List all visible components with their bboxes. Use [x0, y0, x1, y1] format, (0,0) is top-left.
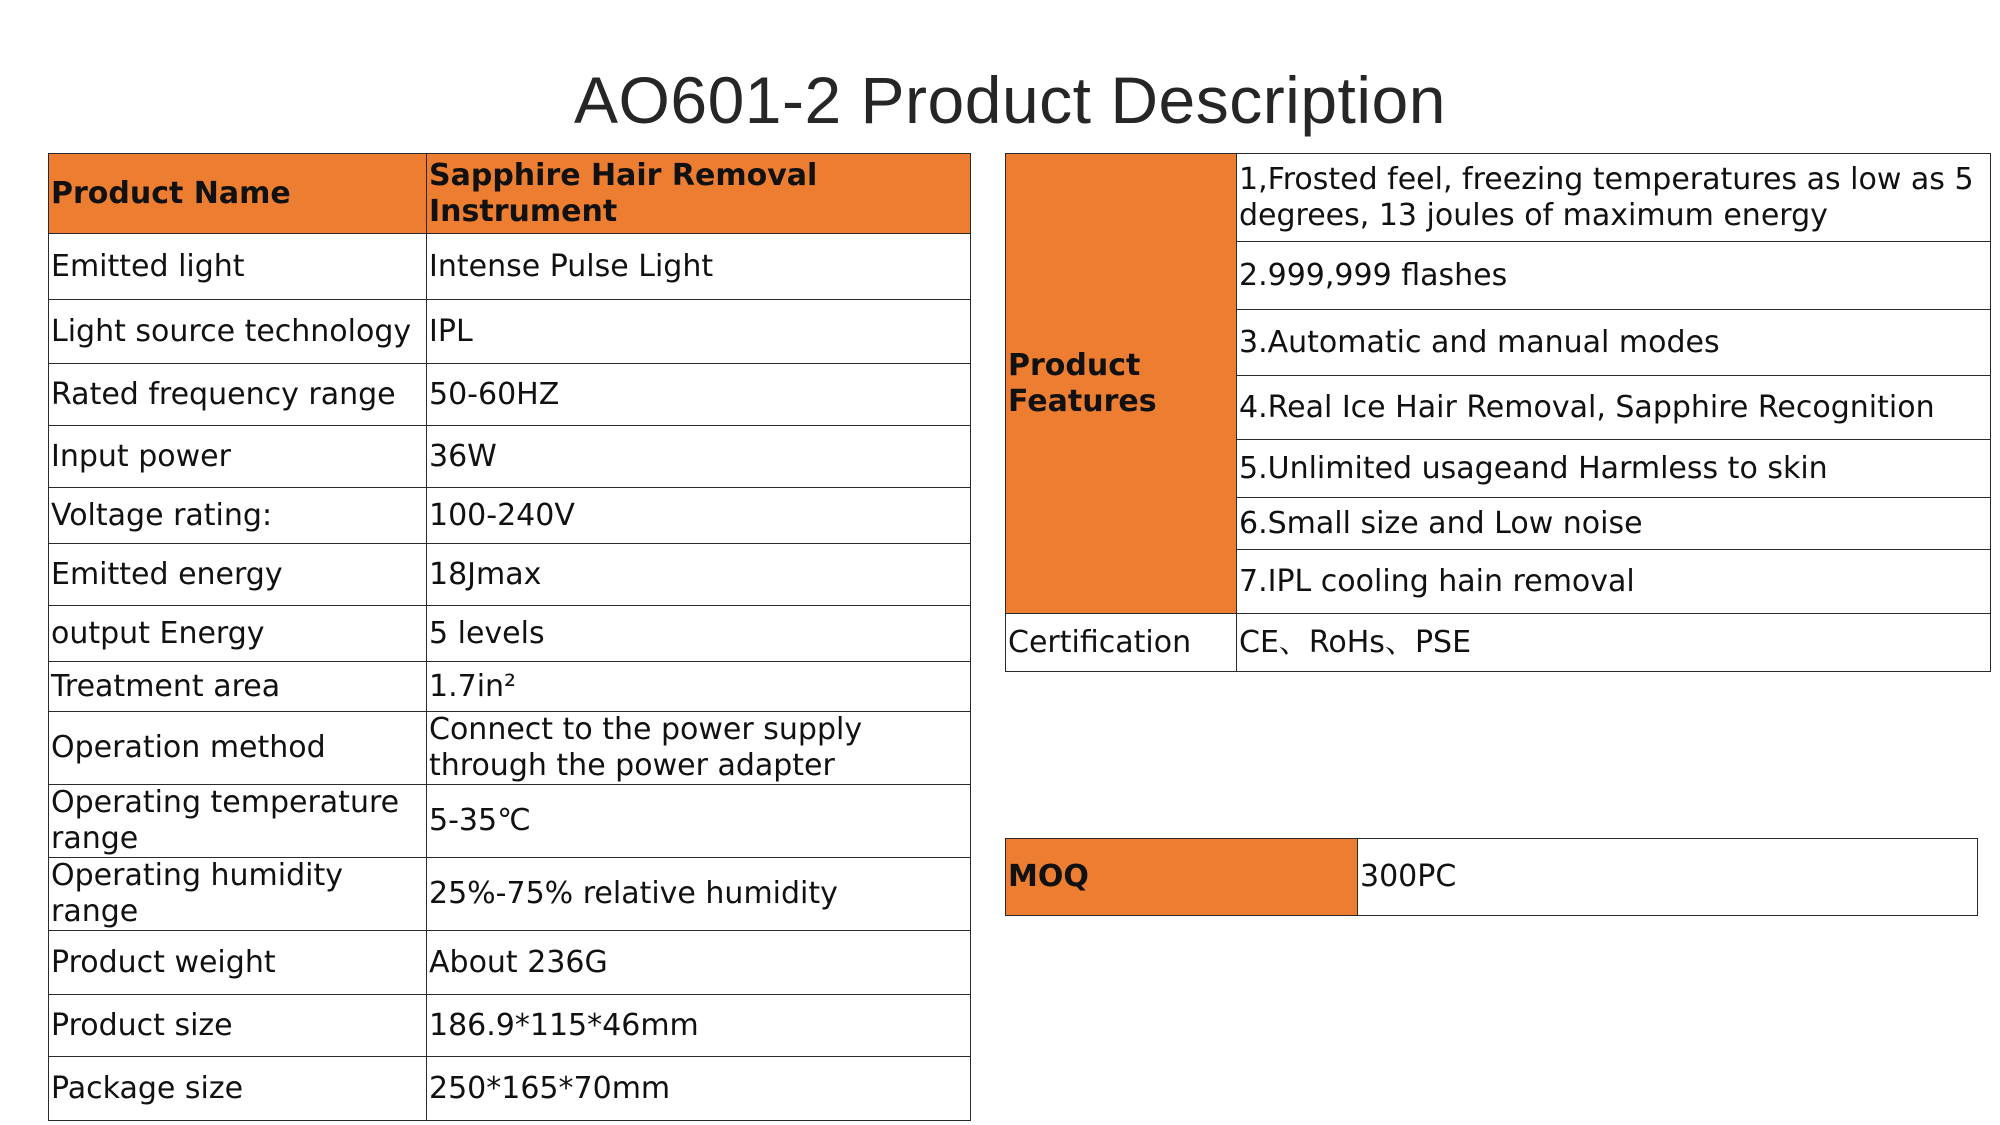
spec-value: 250*165*70mm — [427, 1057, 971, 1121]
spec-label: Input power — [49, 426, 427, 488]
feature-item: 2.999,999 flashes — [1237, 242, 1991, 310]
spec-value: 100-240V — [427, 488, 971, 544]
spec-label: Package size — [49, 1057, 427, 1121]
spec-value: 5 levels — [427, 606, 971, 662]
spec-label: Emitted energy — [49, 544, 427, 606]
spec-row — [49, 300, 971, 364]
spec-value: 25%-75% relative humidity — [427, 858, 971, 931]
spec-row — [49, 426, 971, 488]
spec-label: Product size — [49, 995, 427, 1057]
spec-label: Voltage rating: — [49, 488, 427, 544]
spec-row — [49, 712, 971, 785]
spec-row — [49, 606, 971, 662]
moq-table — [1005, 838, 1978, 916]
spec-value: 50-60HZ — [427, 364, 971, 426]
certification-label: Certification — [1006, 614, 1237, 672]
spec-header-row — [49, 154, 971, 234]
spec-row — [49, 234, 971, 300]
spec-label: Operating humidity range — [49, 858, 427, 931]
spec-label: Emitted light — [49, 234, 427, 300]
feature-item: 4.Real Ice Hair Removal, Sapphire Recognition — [1237, 376, 1991, 440]
feature-item: 6.Small size and Low noise — [1237, 498, 1991, 550]
product-features-label: Product Features — [1006, 154, 1237, 614]
spec-row — [49, 931, 971, 995]
spec-label: Operating temperature range — [49, 785, 427, 858]
spec-value: Intense Pulse Light — [427, 234, 971, 300]
spec-value: About 236G — [427, 931, 971, 995]
spec-value: 36W — [427, 426, 971, 488]
spec-label: Treatment area — [49, 662, 427, 712]
spec-label: output Energy — [49, 606, 427, 662]
spec-value: Connect to the power supply through the power adapter — [427, 712, 971, 785]
spec-row — [49, 1057, 971, 1121]
spec-row — [49, 662, 971, 712]
spec-row — [49, 364, 971, 426]
moq-label: MOQ — [1006, 839, 1358, 916]
spec-row — [49, 995, 971, 1057]
spec-row — [49, 544, 971, 606]
spec-row — [49, 858, 971, 931]
spec-row — [49, 488, 971, 544]
spec-value: 5-35℃ — [427, 785, 971, 858]
features-table — [1005, 153, 1991, 672]
spec-value: 18Jmax — [427, 544, 971, 606]
feature-item: 3.Automatic and manual modes — [1237, 310, 1991, 376]
spec-value: 1.7in² — [427, 662, 971, 712]
spec-label: Light source technology — [49, 300, 427, 364]
certification-value: CE、RoHs、PSE — [1237, 614, 1991, 672]
feature-item: 5.Unlimited usageand Harmless to skin — [1237, 440, 1991, 498]
feature-item: 7.IPL cooling hain removal — [1237, 550, 1991, 614]
feature-row — [1006, 154, 1991, 242]
certification-row — [1006, 614, 1991, 672]
moq-row — [1006, 839, 1978, 916]
spec-label: Operation method — [49, 712, 427, 785]
spec-label: Rated frequency range — [49, 364, 427, 426]
feature-item: 1,Frosted feel, freezing temperatures as low as 5 degrees, 13 joules of maximum energy — [1237, 154, 1991, 242]
spec-label: Product weight — [49, 931, 427, 995]
product-name-label: Product Name — [49, 154, 427, 234]
product-name-value: Sapphire Hair Removal Instrument — [427, 154, 971, 234]
spec-row — [49, 785, 971, 858]
page-title: AO601-2 Product Description — [574, 63, 1446, 137]
moq-value: 300PC — [1358, 839, 1978, 916]
spec-value: 186.9*115*46mm — [427, 995, 971, 1057]
spec-table — [48, 153, 971, 1121]
spec-value: IPL — [427, 300, 971, 364]
